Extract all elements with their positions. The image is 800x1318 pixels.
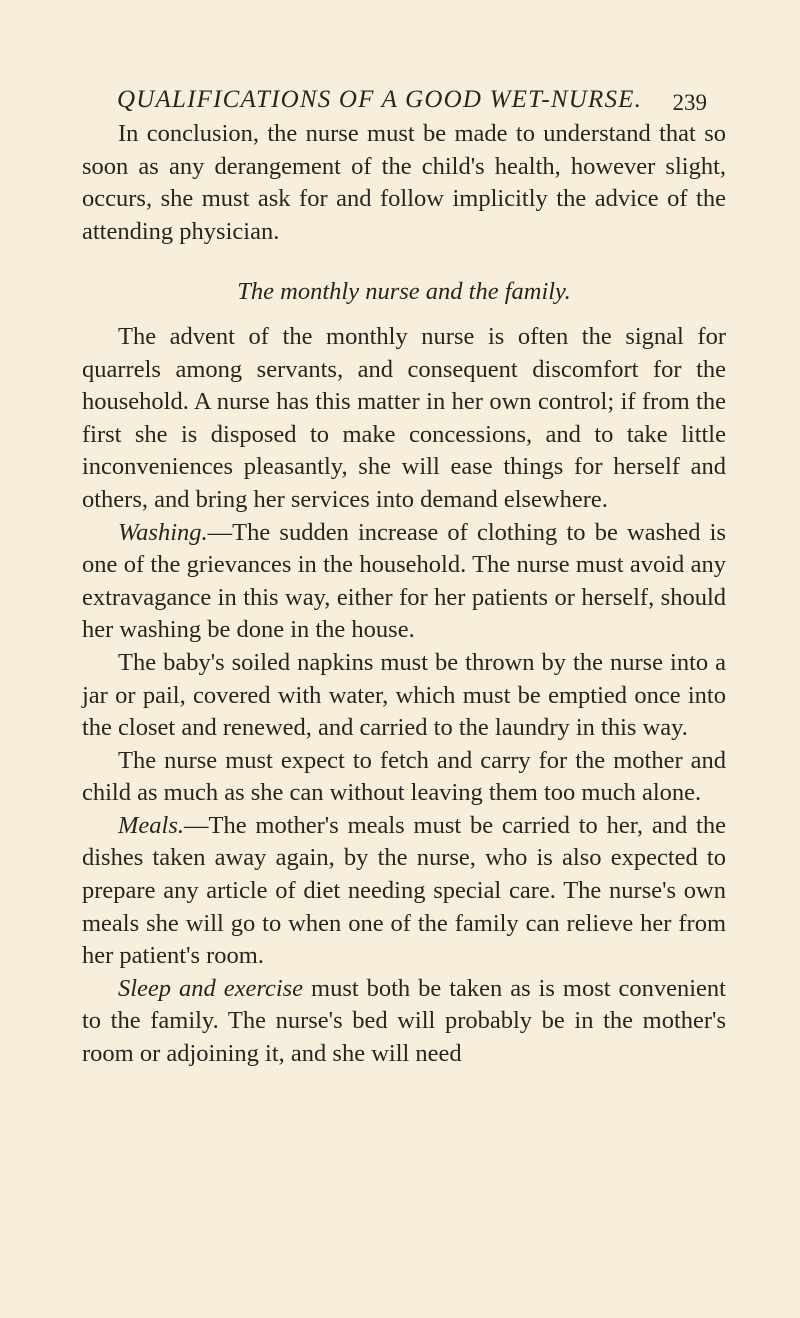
- meals-lead: Meals.: [118, 811, 184, 839]
- section-heading: The monthly nurse and the family.: [237, 278, 571, 306]
- meals-body: —The mother's meals must be carried to her, and the dishes taken away again, by the nurse, who is also expected to prepare any article of diet needing special care. The nurse's own meals she will go to when one of the family can relieve her from her patient's room.: [82, 811, 726, 970]
- paragraph-advent: The advent of the monthly nurse is often the signal for quarrels among servants, and consequent discomfort for the household. A nurse has this matter in her own control; if from the first she is disposed to make concessions, and to take little inconveniences pleasantly, she will ease things for herself and others, and bring her services into demand elsewhere.: [82, 322, 726, 513]
- washing-body: —The sudden increase of clothing to be washed is one of the grievances in the household. The nurse must avoid any extravagance in this way, either for her patients or herself, should her washing be done in the house.: [82, 518, 726, 644]
- body-text: [82, 118, 726, 1071]
- paragraph-meals: [82, 810, 726, 973]
- paragraph-washing: [82, 517, 726, 647]
- paragraph-napkins: The baby's soiled napkins must be thrown by the nurse into a jar or pail, covered with water, which must be emptied once into the closet and renewed, and carried to the laundry in this way.: [82, 648, 726, 742]
- paragraph-conclusion: In conclusion, the nurse must be made to understand that so soon as any derangement of the child's health, however slight, occurs, she must ask for and follow implicitly the advice of the attending physician.: [82, 120, 726, 245]
- running-title: QUALIFICATIONS OF A GOOD WET-NURSE.: [117, 86, 643, 113]
- paragraph-fetch: The nurse must expect to fetch and carry for the mother and child as much as she can without leaving them too much alone.: [82, 746, 726, 807]
- paragraph-sleep: [82, 973, 726, 1071]
- sleep-lead: Sleep and exercise: [118, 974, 304, 1002]
- page-number: 239: [672, 90, 707, 115]
- running-head: [117, 86, 707, 120]
- washing-lead: Washing.: [118, 518, 208, 546]
- sleep-body: must both be taken as is most convenient to the family. The nurse's bed will probably be in the mother's room or adjoining it, and she will need: [82, 974, 726, 1068]
